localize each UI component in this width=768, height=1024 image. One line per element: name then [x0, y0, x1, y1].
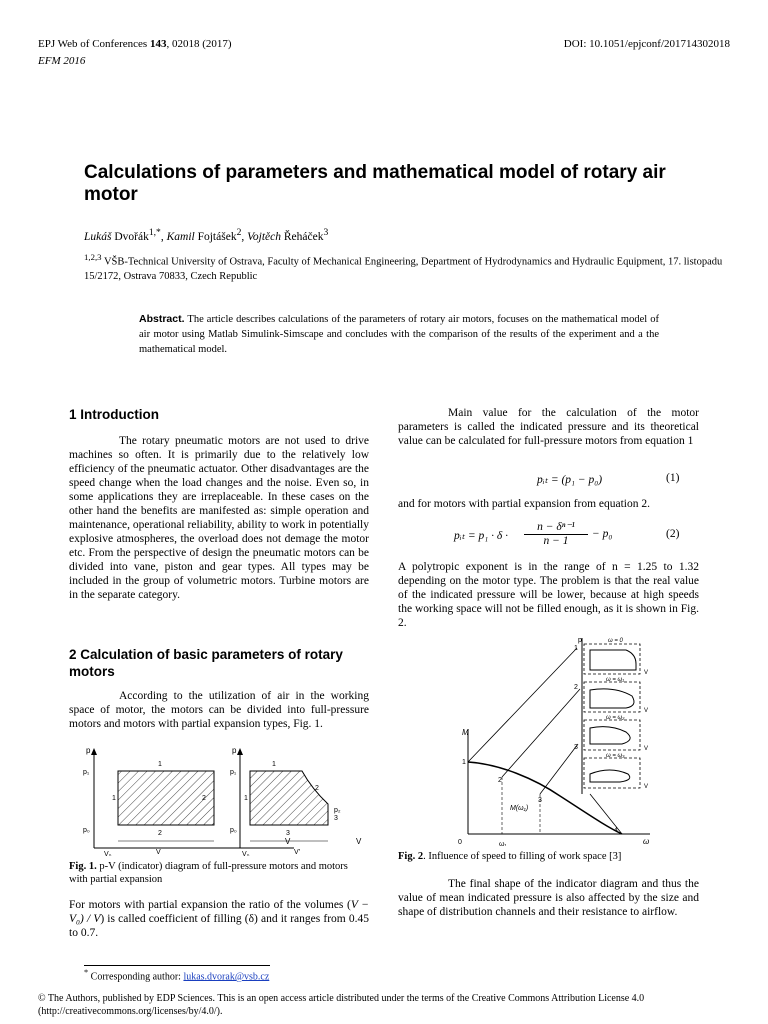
- fig1-axis-p-left: p: [86, 746, 91, 755]
- author-2: Kamil Fojtášek$^2$: [166, 227, 242, 243]
- final-paragraph: The final shape of the indicator diagram and thus the value of mean indicated pressure is also affected by the size and shape of distribution channels and their resistance to airflow.: [398, 878, 699, 918]
- author-email-link[interactable]: lukas.dvorak@vsb.cz: [183, 971, 270, 983]
- fig1-label-2-right: 2: [202, 795, 206, 802]
- fig2-m-w1: M(ω₁): [510, 805, 529, 812]
- affiliation-marker: 1,2,3: [84, 252, 102, 262]
- figure-1-caption: Fig. 1. p-V (indicator) diagram of full-pressure motors and motors with partial expansion: [69, 861, 348, 885]
- equation-2-rhs: − p₀: [592, 528, 613, 540]
- fig1-vprime: V': [294, 849, 301, 856]
- fig1-axis-v-left: V: [285, 837, 291, 846]
- abstract: [139, 312, 659, 357]
- filling-formula: V − V₀) / V: [69, 899, 370, 925]
- fig2-axis-m: M: [462, 728, 469, 737]
- fig1-label-1-top: 1: [158, 761, 162, 768]
- filling-coefficient-paragraph: For motors with partial expansion the ratio of the volumes (V − V₀) / V) is called coefficient of filling (δ) and it ranges from 0.45 to 0.7.: [69, 899, 370, 939]
- fig2-w1: ω₁: [499, 841, 507, 846]
- fig2-panel-w0: [584, 638, 648, 676]
- figure-2-label: Fig. 2: [398, 851, 424, 862]
- fig1-label-3-right: 3: [334, 815, 338, 822]
- author-list: Lukáš Dvořák$^{1,*}$, Kamil Fojtášek$^2$, Vojtěch Řeháček$^3$: [84, 227, 329, 243]
- section-1-body: The rotary pneumatic motors are not used to drive machines so often. It is primarily due to the relatively low efficiency of the pneumatic actuator. Other disadvantages are the speed change when the load changes and the noise. Even so, in some applications they are irreplaceable. In these cases on the other hand the benefits are manifested as: simple operation and maintenance, operational reliability, ability to work in potentially explosive atmospheres, the overload does not demage the motor etc. From the perspective of design the pneumatic motors can be divided into vane, piston and gear types. All types may be included in the group of volumetric motors. Turbine motors are in the separate category.: [69, 435, 369, 601]
- indicated-pressure-intro: Main value for the calculation of the motor parameters is called the indicated pressure and its theoretical value can be calculated for full-pressure motors from equation 1: [398, 407, 699, 447]
- fig1-v-dim-left: V: [156, 849, 161, 856]
- figure-1: [72, 744, 368, 856]
- fig2-label-w2: ω = ω₂: [606, 715, 625, 721]
- equation-1: pᵢₜ = (p₁ − p₀): [537, 474, 603, 486]
- section-2-body: According to the utilization of air in the working space of motor, the motors can be divided into full-pressure motors and motors with partial expansion types, Fig. 1.: [69, 690, 369, 730]
- fig1-v0-left: V₀: [104, 851, 112, 856]
- section-1-heading: 1 Introduction: [69, 407, 159, 422]
- equation-1-number: (1): [666, 472, 680, 484]
- journal-volume: 143: [149, 38, 167, 50]
- polytropic-paragraph: A polytropic exponent is in the range of n = 1.25 to 1.32 depending on the motor type. The problem is that the real value of the indicated pressure will be lower, because at high speeds the working space will not be filled enough, as it is shown in Fig. 2.: [398, 561, 699, 629]
- fig1-p0-right: p₀: [230, 827, 237, 834]
- fig2-panel-2: 2: [574, 684, 578, 691]
- conference-name: EFM 2016: [38, 55, 86, 67]
- equation-2-number: (2): [666, 528, 680, 540]
- fig2-panel-w3: [584, 753, 648, 790]
- fig1-partial-expansion-diagram: [230, 746, 362, 856]
- abstract-label: Abstract.: [139, 313, 185, 325]
- equation-2-intro: and for motors with partial expansion from equation 2.: [398, 498, 650, 510]
- fig2-label-w0: ω = 0: [608, 638, 623, 644]
- fig2-label-w3: ω = ω₃: [606, 753, 625, 759]
- equation-2-fraction: n − δⁿ⁻¹ n − 1: [524, 519, 588, 547]
- fig1-label-2-r: 2: [315, 785, 319, 792]
- footnote-mark: *: [84, 968, 89, 977]
- paper-title: Calculations of parameters and mathematical model of rotary air motor: [84, 162, 666, 205]
- fig2-point-1: 1: [462, 759, 466, 766]
- fig1-v0-right: V₀: [242, 851, 250, 856]
- fig2-label-w1: ω = ω₁: [606, 677, 625, 683]
- fig1-p0-left: p₀: [83, 827, 90, 834]
- affiliation: [84, 250, 734, 284]
- author-3: Vojtěch Řeháček$^3$: [247, 227, 329, 243]
- fig2-point-3: 3: [538, 797, 542, 804]
- affiliation-text: VŠB-Technical University of Ostrava, Faculty of Mechanical Engineering, Department of Hydrodynamics and Hydraulic Equipment, 17. listopadu 15/2172, Ostrava 70833, Czech Republic: [84, 256, 723, 282]
- fig1-label-2-bottom: 2: [158, 830, 162, 837]
- fig1-axis-p-right: p: [232, 746, 237, 755]
- fig1-p1-left: p₁: [83, 769, 90, 776]
- figure-2: [450, 634, 700, 846]
- fig2-panel-w2: [584, 715, 648, 752]
- fig1-p1-right: p₁: [230, 769, 237, 776]
- footnote-label: Corresponding author:: [90, 971, 184, 983]
- author-1: Lukáš Dvořák$^{1,*}$: [84, 227, 161, 243]
- fig1-label-1-left: 1: [112, 795, 116, 802]
- fig2-point-2: 2: [498, 777, 502, 784]
- fig2-v-1: V: [644, 670, 649, 676]
- footnote: [84, 966, 269, 983]
- fig2-axis-w: ω: [643, 837, 650, 846]
- fig2-v-3: V: [644, 746, 649, 752]
- fig2-panel-1: 1: [574, 645, 578, 652]
- article-number: , 02018 (2017): [166, 38, 232, 50]
- journal-citation: [38, 38, 232, 50]
- abstract-text: The article describes calculations of the parameters of rotary air motors, focuses on the mathematical model of air motor using Matlab Simulink-Simscape and concludes with the comparison of the results of the experiment and a the mathematical model.: [139, 314, 659, 355]
- figure-2-caption: Fig. 2. Influence of speed to filling of work space [3]: [398, 851, 622, 862]
- fig2-panel-w1: [584, 677, 648, 714]
- journal-name: EPJ Web of Conferences: [38, 38, 150, 50]
- fig1-axis-v-right: V: [356, 837, 362, 846]
- fig2-origin: 0: [458, 839, 462, 846]
- fig2-panel-3: 3: [574, 744, 578, 751]
- license-text: © The Authors, published by EDP Sciences. This is an open access article distributed under the terms of the Creative Commons Attribution License 4.0 (http://creativecommons.org/licenses/by/4.0/).: [38, 993, 645, 1017]
- fig2-axis-p: p: [578, 637, 582, 644]
- fig2-point-4: 4: [614, 827, 618, 834]
- doi: DOI: 10.1051/epjconf/201714302018: [563, 38, 730, 50]
- fig2-v-2: V: [644, 708, 649, 714]
- fig1-p2-r: p₂: [334, 807, 341, 814]
- fig2-v-4: V: [644, 784, 649, 790]
- fig1-label-1-left-r: 1: [244, 795, 248, 802]
- fig1-label-3-bottom: 3: [286, 830, 290, 837]
- fig1-label-1-top-r: 1: [272, 761, 276, 768]
- figure-1-label: Fig. 1.: [69, 861, 97, 872]
- equation-2: pᵢₜ = p₁ · δ ·: [454, 530, 508, 542]
- section-2-heading: 2 Calculation of basic parameters of rotary motors: [69, 647, 343, 679]
